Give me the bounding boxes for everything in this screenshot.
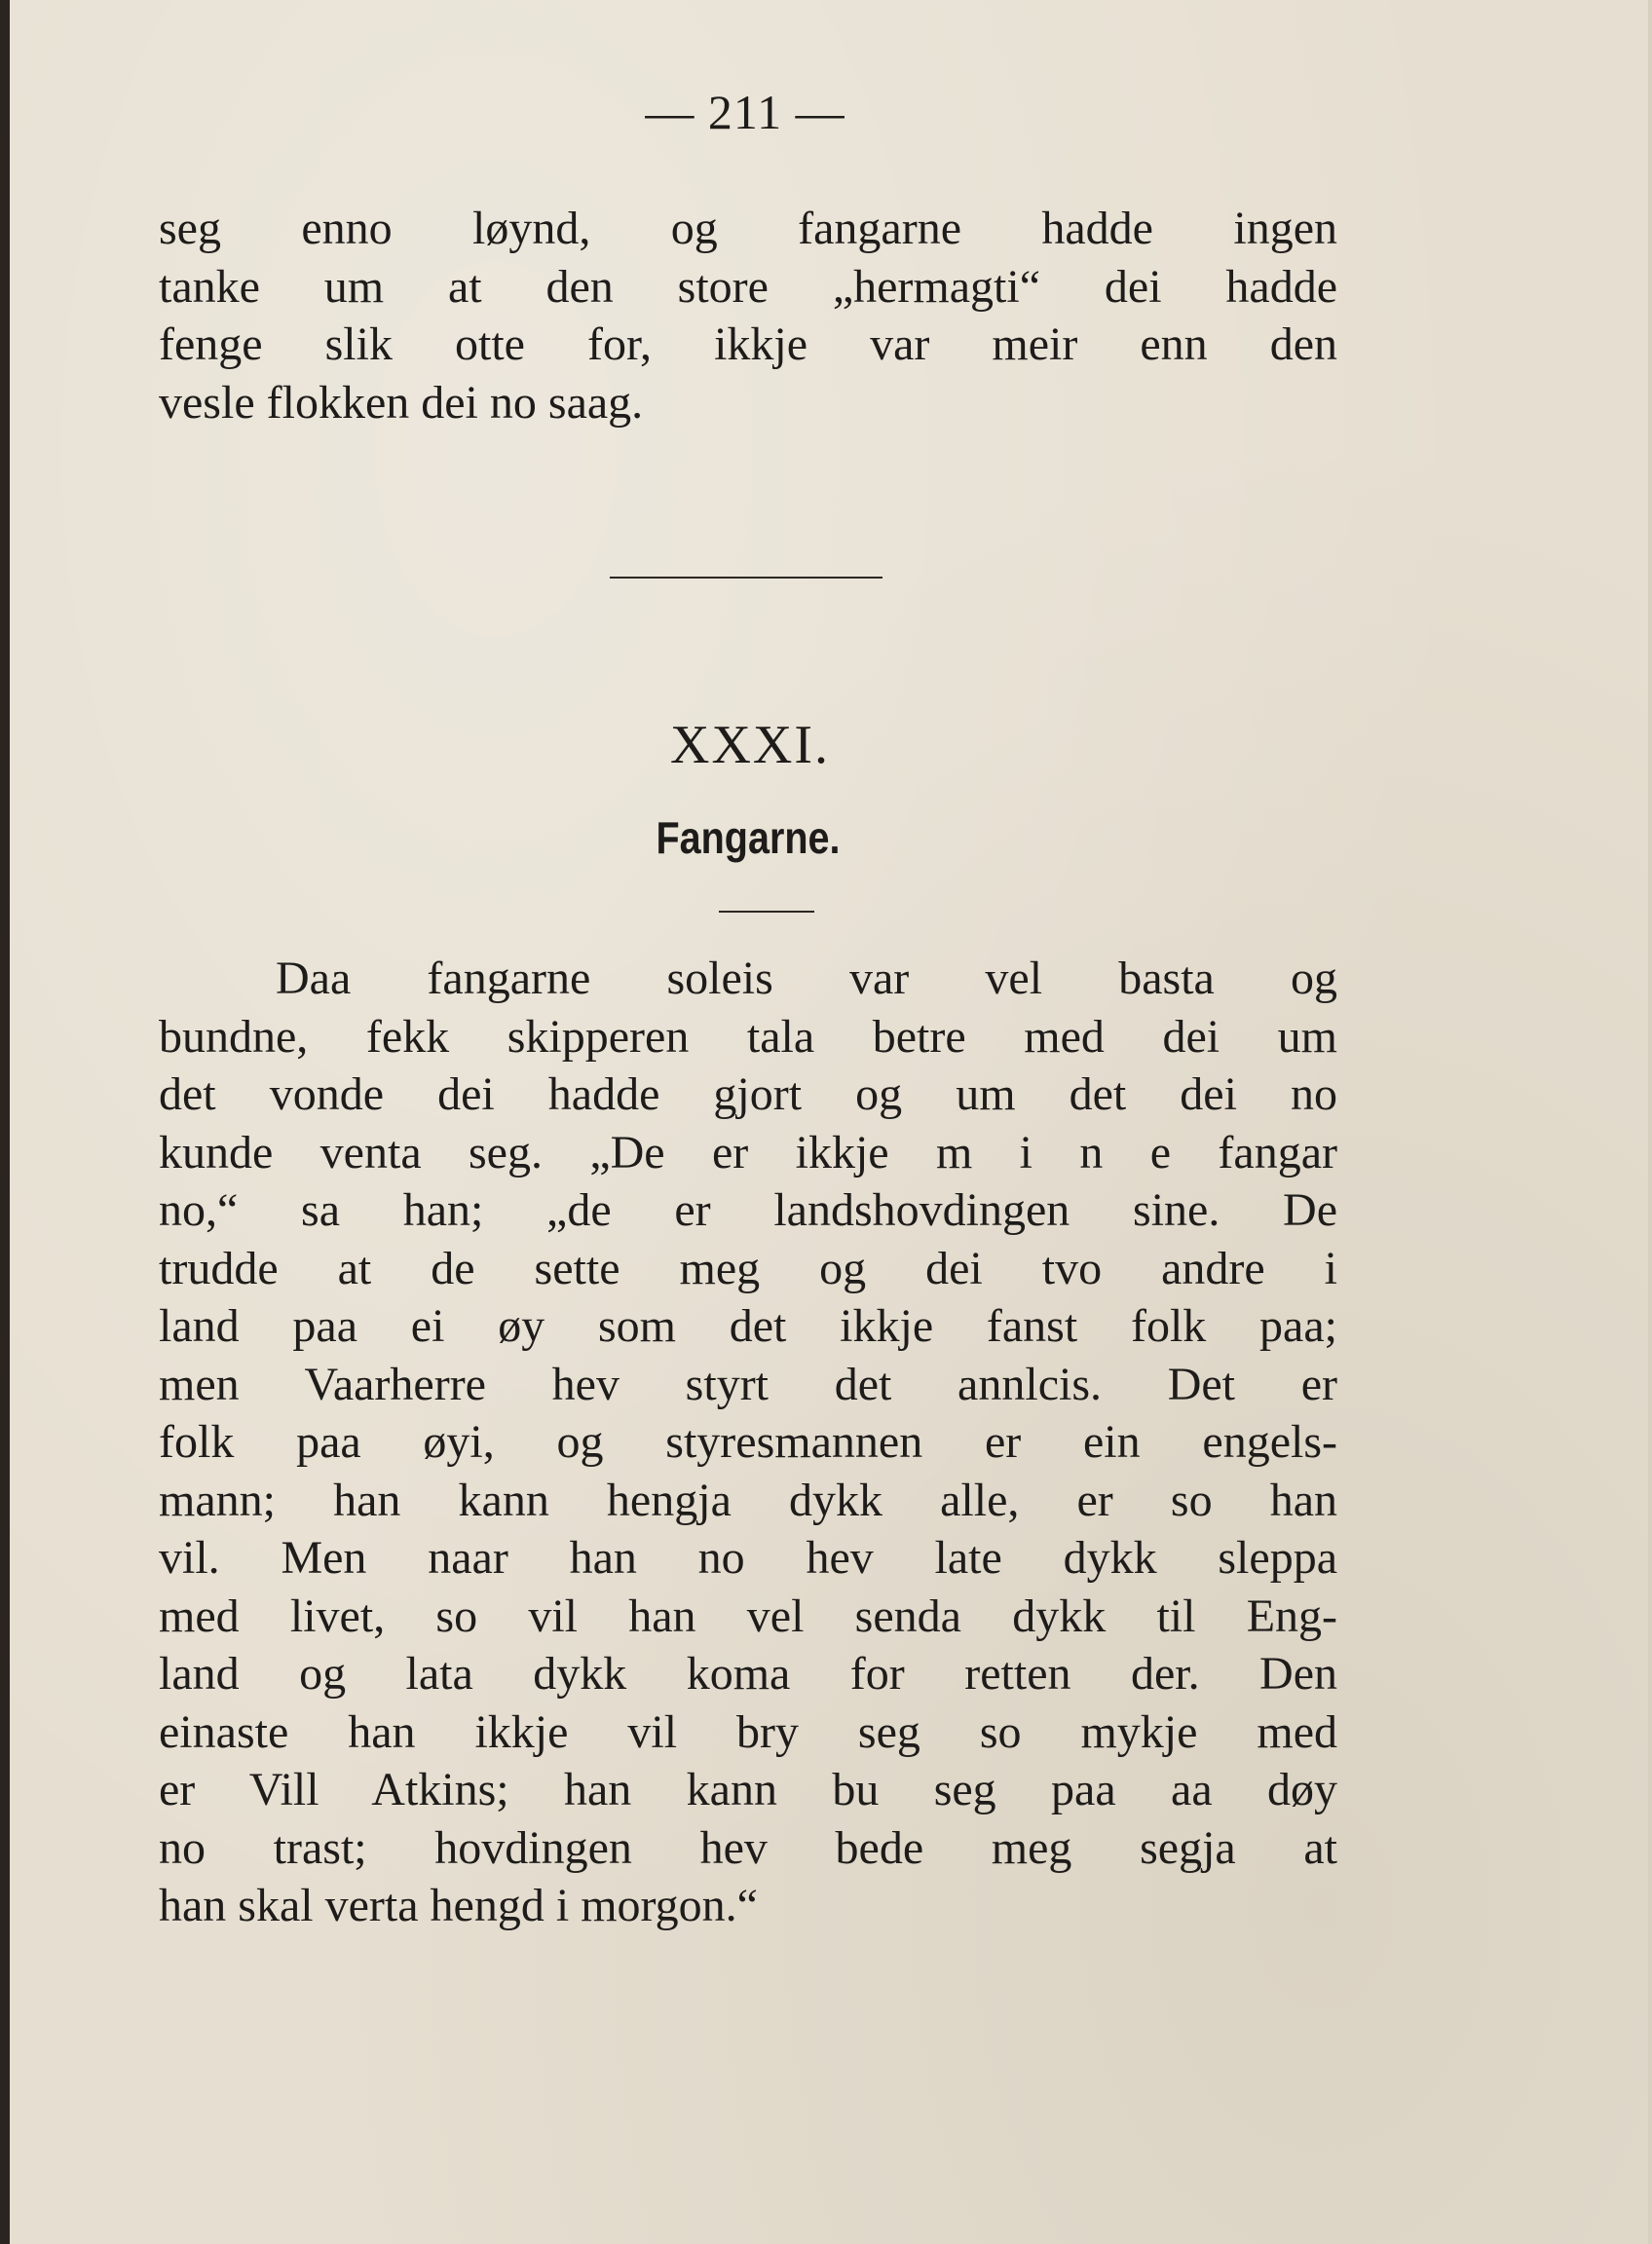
text-line: einaste han ikkje vil bry seg so mykje med (159, 1705, 1337, 1758)
text-line: men Vaarherre hev styrt det annlcis. Det er (159, 1358, 1337, 1410)
text-line: han skal verta hengd i morgon.“ (159, 1880, 758, 1931)
text-line: med livet, so vil han vel senda dykk til Eng- (159, 1590, 1337, 1642)
section-divider (610, 577, 882, 579)
title-divider (719, 911, 814, 913)
text-line: er Vill Atkins; han kann bu seg paa aa døy (159, 1764, 1337, 1815)
top-paragraph (159, 200, 1337, 431)
text-line: fenge slik otte for, ikkje var meir enn den (159, 318, 1337, 370)
chapter-number: XXXI. (670, 715, 830, 775)
text-line: bundne, fekk skipperen tala betre med dei um (159, 1010, 1337, 1063)
text-line: det vonde dei hadde gjort og um det dei no (159, 1068, 1337, 1120)
text-line: kunde venta seg. „De er ikkje m i n e fangar (159, 1126, 1337, 1178)
text-line: mann; han kann hengja dykk alle, er so han (159, 1474, 1337, 1526)
text-line: vil. Men naar han no hev late dykk sleppa (159, 1532, 1337, 1584)
text-line: no,“ sa han; „de er landshovdingen sine. De (159, 1184, 1337, 1236)
text-line: Daa fangarne soleis var vel basta og (276, 953, 1337, 1004)
chapter-body-paragraph (159, 950, 1337, 1935)
text-line: seg enno løynd, og fangarne hadde ingen (159, 203, 1337, 254)
text-line: land paa ei øy som det ikkje fanst folk paa; (159, 1300, 1337, 1352)
page-number: — 211 — (645, 85, 845, 139)
page-edge (1648, 0, 1652, 2244)
text-line: folk paa øyi, og styresmannen er ein engels- (159, 1416, 1337, 1468)
text-line: trudde at de sette meg og dei tvo andre i (159, 1242, 1337, 1294)
chapter-title: Fangarne. (656, 812, 841, 863)
text-line: land og lata dykk koma for retten der. Den (159, 1648, 1337, 1700)
text-line: tanke um at den store „hermagti“ dei hadde (159, 260, 1337, 313)
text-line: vesle flokken dei no saag. (159, 376, 644, 429)
page-binding-shadow (0, 0, 10, 2244)
text-line: no trast; hovdingen hev bede meg segja at (159, 1821, 1337, 1874)
